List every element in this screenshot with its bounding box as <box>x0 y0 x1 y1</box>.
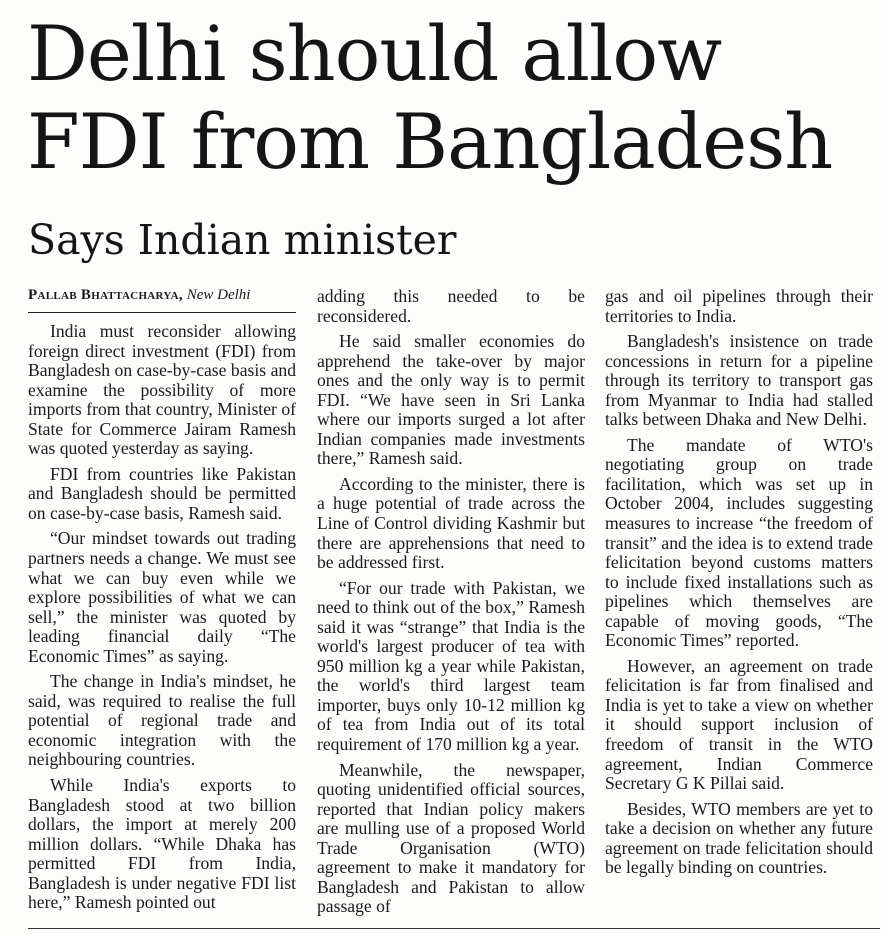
paragraph: While India's exports to Bangladesh stood at two billion dollars, the import at merely 200 million dollars. “While Dhaka has permitted FDI from India, Bangladesh is under negative FDI list here,” Ramesh pointed out <box>28 775 296 913</box>
paragraph: Bangladesh's insistence on trade concessions in return for a pipeline through its territory to transport gas from Myanmar to India had stalled talks between Dhaka and New Delhi. <box>605 331 873 430</box>
article-column-3 <box>605 287 873 884</box>
paragraph-continuation: adding this needed to be reconsidered. <box>317 286 585 326</box>
paragraph: FDI from countries like Pakistan and Bangladesh should be permitted on case-by-case basis, Ramesh said. <box>28 463 296 523</box>
subhead: Says Indian minister <box>28 216 457 264</box>
paragraph: He said smaller economies do apprehend the take-over by major ones and the only way is to permit FDI. “We have seen in Sri Lanka where our imports surged a lot after Indian companies made investments there,” Ramesh said. <box>317 331 585 469</box>
headline: Delhi should allow FDI from Bangladesh <box>27 9 833 186</box>
paragraph: “For our trade with Pakistan, we need to think out of the box,” Ramesh said it was “strange” that India is the world's largest producer of tea with 950 million kg a year while Pakistan, the world's third largest team importer, buys only 10-12 million kg of tea from India out of its total requirement of 170 million kg a year. <box>317 577 585 755</box>
paragraph: Besides, WTO members are yet to take a decision on whether any future agreement on trade felicitation should be legally binding on countries. <box>605 798 873 878</box>
paragraph: However, an agreement on trade felicitation is far from finalised and India is yet to take a view on whether it should support inclusion of freedom of transit in the WTO agreement, Indian Commerce Secretary G K Pillai said. <box>605 655 873 794</box>
paragraph: Meanwhile, the newspaper, quoting unidentified official sources, reported that Indian policy makers are mulling use of a proposed World Trade Organisation (WTO) agreement to make it mandatory for Bangladesh and Pakistan to allow passage of <box>317 759 585 917</box>
paragraph: The mandate of WTO's negotiating group on trade facilitation, which was set up in October 2004, includes suggesting measures to increase “the freedom of transit” and the idea is to extend trade felicitation beyond customs matters to include fixed installations such as pipelines which themselves are capable of moving goods, “The Economic Times” reported. <box>605 434 873 651</box>
article-column-2 <box>317 287 585 923</box>
paragraph: The change in India's mindset, he said, was required to realise the full potential of regional trade and economic integration with the neighbouring countries. <box>28 671 296 770</box>
bottom-rule <box>28 928 880 929</box>
byline <box>28 287 296 313</box>
byline-location: New Delhi <box>186 287 251 303</box>
byline-author: Pallab Bhattacharya, <box>28 287 183 303</box>
paragraph: “Our mindset towards out trading partners needs a change. We must see what we can buy even while we explore possibilities of what we can sell,” the minister was quoted by leading financial daily “The Economic Times” as saying. <box>28 528 296 666</box>
article-column-1 <box>28 287 296 919</box>
paragraph: According to the minister, there is a huge potential of trade across the Line of Control dividing Kashmir but there are apprehensions that need to be addressed first. <box>317 473 585 573</box>
paragraph: India must reconsider allowing foreign direct investment (FDI) from Bangladesh on case-by-case basis and examine the possibility of more imports from that country, Minister of State for Commerce Jairam Ramesh was quoted yesterday as saying. <box>28 321 296 459</box>
paragraph-continuation: gas and oil pipelines through their territories to India. <box>605 286 873 326</box>
